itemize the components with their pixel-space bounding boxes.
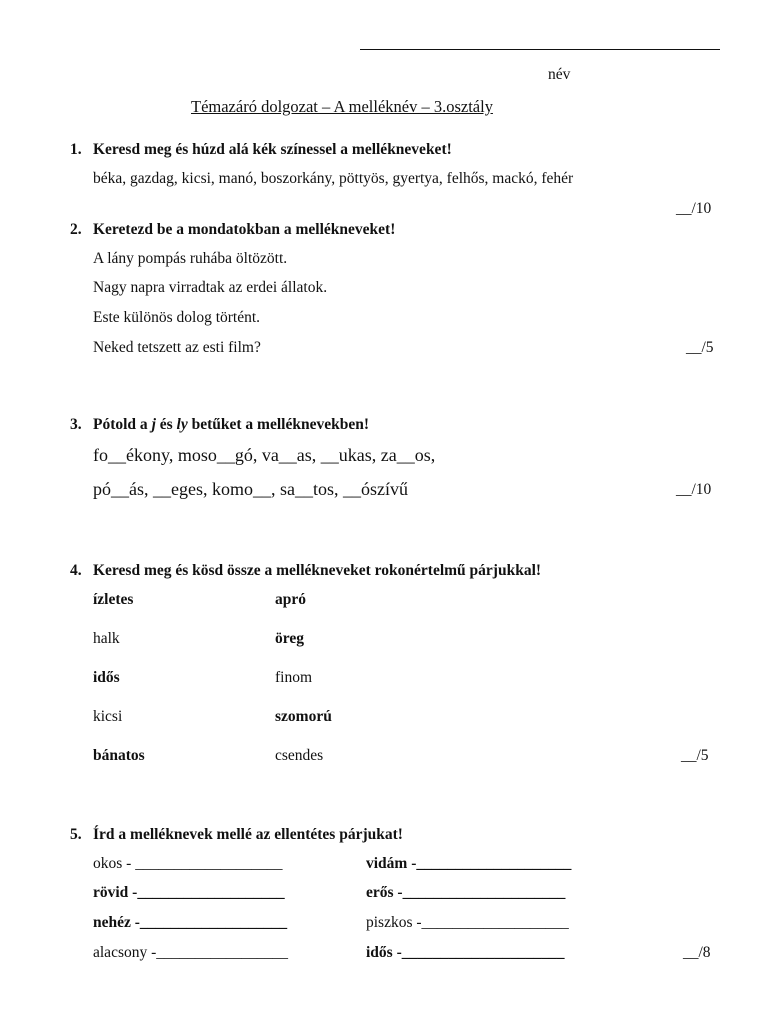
q3-fill-line-2[interactable]: pó__ás, __eges, komo__, sa__tos, __ószívű [93,479,408,499]
q4-right-word: finom [275,669,313,686]
q5-left-field[interactable]: alacsony -_________________ [93,944,289,961]
name-line[interactable] [360,49,720,50]
q4-left-word: ízletes [93,591,134,608]
q1-words: béka, gazdag, kicsi, manó, boszorkány, pöttyös, gyertya, felhős, mackó, fehér [93,170,574,187]
q2-sentence: A lány pompás ruhába öltözött. [93,250,288,267]
q4-right-word: öreg [275,630,304,647]
q4-right-word: apró [275,591,306,608]
q2-sentence: Nagy napra virradtak az erdei állatok. [93,279,328,296]
q1-number: 1. [70,141,82,158]
q4-left-word: kicsi [93,708,123,725]
q3-fill-line-1[interactable]: fo__ékony, moso__gó, va__as, __ukas, za__os, [93,445,436,465]
q2-number: 2. [70,221,82,238]
name-label: név [548,66,571,83]
page-title: Témazáró dolgozat – A melléknév – 3.osztály [191,97,493,116]
q4-instruction: Keresd meg és kösd össze a mellékneveket rokonértelmű párjukkal! [93,562,542,579]
q2-score: __/5 [686,339,714,356]
q5-right-field[interactable]: idős -_____________________ [366,944,565,961]
q3-instruction-part: Pótold a [93,416,152,433]
q4-right-word: csendes [275,747,324,764]
q5-right-field[interactable]: vidám -____________________ [366,855,572,872]
q5-instruction: Írd a melléknevek mellé az ellentétes párjukat! [93,826,403,843]
q4-score: __/5 [681,747,709,764]
q4-left-word: halk [93,630,120,647]
q4-right-word: szomorú [275,708,332,725]
q4-number: 4. [70,562,82,579]
q5-left-field[interactable]: rövid -___________________ [93,884,285,901]
q5-left-field[interactable]: okos - ___________________ [93,855,283,872]
q3-instruction-part: betűket a melléknevekben! [187,416,369,433]
q1-score: __/10 [676,200,712,217]
q5-right-field[interactable]: erős -_____________________ [366,884,566,901]
q3-letter-ly: ly [176,416,188,433]
q4-left-word: bánatos [93,747,145,764]
q1-instruction: Keresd meg és húzd alá kék színessel a mellékneveket! [93,141,452,158]
q4-left-word: idős [93,669,120,686]
q2-sentence: Neked tetszett az esti film? [93,339,261,356]
q5-score: __/8 [683,944,711,961]
q2-instruction: Keretezd be a mondatokban a mellékneveket! [93,221,396,238]
q3-number: 3. [70,416,82,433]
q3-score: __/10 [676,481,712,498]
q5-right-field[interactable]: piszkos -___________________ [366,914,569,931]
q3-instruction [93,416,369,434]
q3-letter-j: j [151,416,156,433]
q5-number: 5. [70,826,82,843]
q2-sentence: Este különös dolog történt. [93,309,261,326]
q3-instruction-part: és [155,416,177,433]
q5-left-field[interactable]: nehéz -___________________ [93,914,288,931]
